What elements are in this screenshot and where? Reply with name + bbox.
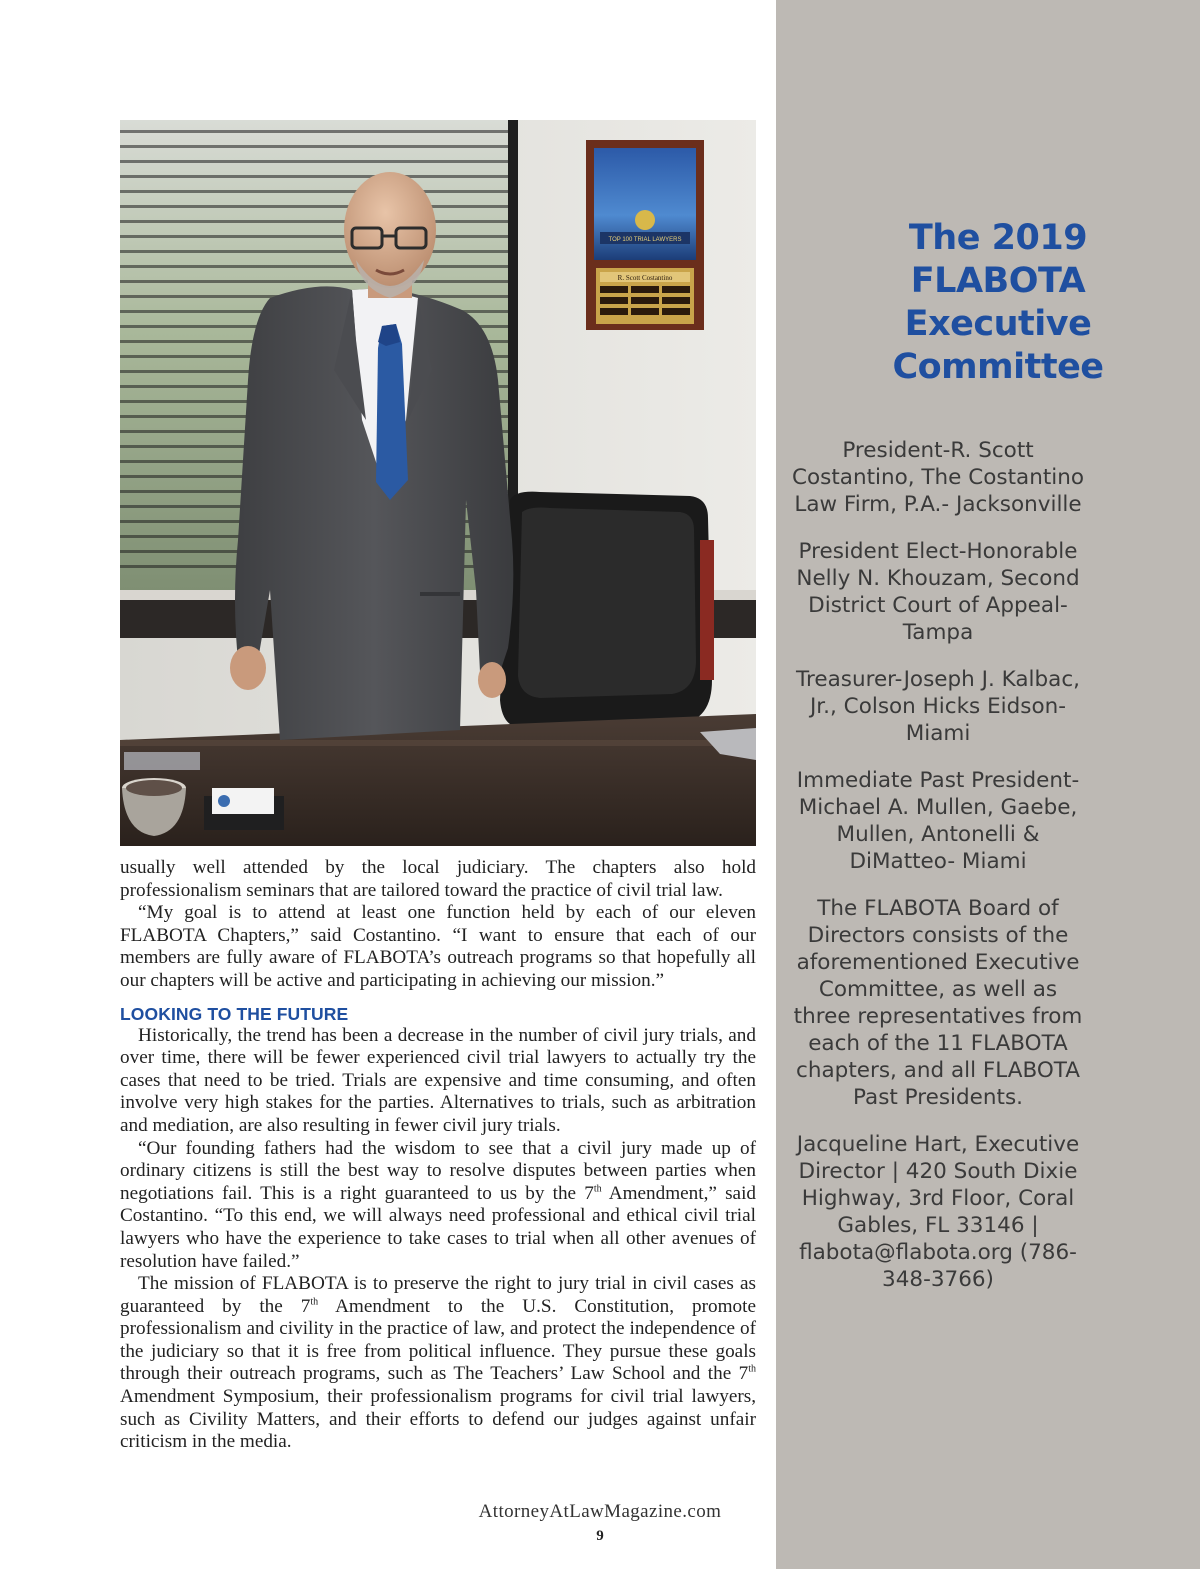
- sidebar-title: [778, 217, 1160, 389]
- section-heading: LOOKING TO THE FUTURE: [120, 1003, 349, 1024]
- roster-president-elect: President Elect-Honorable Nelly N. Khouzam, Second District Court of Appeal- Tampa: [796, 539, 1080, 645]
- superscript: th: [748, 1364, 756, 1376]
- superscript: th: [310, 1296, 319, 1308]
- portrait-photo: [120, 120, 756, 846]
- article-text: Amendment to the U.S. Constitution, promote professionalism and civility in the practice of law, and protect the independence of the judiciary so that it is free from political influence. They pursue these goals through their outreach programs, such as The Teachers’ Law School and the 7: [120, 1295, 756, 1385]
- article-paragraph: Historically, the trend has been a decrease in the number of civil jury trials, and over time, there will be fewer experienced civil trial lawyers to actually try the cases that need to be tried. Trials are expensive and time consuming, and often involve very high stakes for the parties. Alternatives to trials, such as arbitration and mediation, are also resulting in fewer civil jury trials.: [120, 1024, 756, 1136]
- article-body: [120, 857, 756, 1454]
- roster-past-president: Immediate Past President-Michael A. Mullen, Gaebe, Mullen, Antonelli & DiMatteo- Miami: [796, 768, 1080, 874]
- article-text: “Our founding fathers had the wisdom to see that a civil jury made up of ordinary citizens is still the best way to resolve disputes between parties when negotiations fail. This is a right guaranteed to us by the 7: [120, 1137, 756, 1204]
- plaque-name-text: R. Scott Costantino: [617, 274, 673, 282]
- roster-president: President-R. Scott Costantino, The Costantino Law Firm, P.A.- Jacksonville: [791, 438, 1085, 517]
- article-paragraph: [120, 1138, 756, 1274]
- sidebar-title-line: Committee: [892, 347, 1104, 387]
- article-text: Amendment Symposium, their professionalism programs for civil trial lawyers, such as Civility Matters, and their efforts to defend our judges against unfair criticism in the media.: [120, 1386, 756, 1453]
- article-text: Amendment,” said Costantino. “To this end, we will always need professional and ethical civil trial lawyers who have the experience to take cases to trial when all other avenues of resolution have failed.”: [120, 1182, 757, 1272]
- committee-roster: [788, 437, 1088, 1313]
- sidebar-panel: [776, 0, 1200, 1569]
- superscript: th: [593, 1183, 602, 1195]
- footer-website: AttorneyAtLawMagazine.com: [478, 1501, 722, 1522]
- article-paragraph: [120, 1273, 756, 1454]
- article-paragraph: “My goal is to attend at least one function held by each of our eleven FLABOTA Chapters,” said Costantino. “I want to ensure that each of our members are fully aware of FLABOTA’s outreach programs so that hopefully all our chapters will be active and participating in achieving our mission.”: [120, 902, 756, 991]
- sidebar-title-line: Executive: [904, 304, 1092, 344]
- page-number: 9: [596, 1528, 604, 1544]
- roster-treasurer: Treasurer-Joseph J. Kalbac, Jr., Colson Hicks Eidson- Miami: [796, 667, 1080, 746]
- plaque-banner-text: TOP 100 TRIAL LAWYERS: [608, 237, 682, 243]
- roster-executive-director: Jacqueline Hart, Executive Director | 420 South Dixie Highway, 3rd Floor, Coral Gables, FL 33146 | flabota@flabota.org (786-348-3766): [796, 1132, 1080, 1292]
- office-chair: [500, 492, 714, 728]
- roster-board-note: The FLABOTA Board of Directors consists of the aforementioned Executive Committee, as well as three representatives from each of the 11 FLABOTA chapters, and all FLABOTA Past Presidents.: [793, 896, 1083, 1110]
- article-paragraph: usually well attended by the local judiciary. The chapters also hold professionalism seminars that are tailored toward the practice of civil trial law.: [120, 857, 756, 901]
- sidebar-title-line: The 2019: [908, 218, 1088, 258]
- award-plaque: [586, 140, 704, 330]
- sidebar-title-line: FLABOTA: [910, 261, 1086, 301]
- article-text: The mission of FLABOTA is to preserve the right to jury trial in civil cases as guaranteed by the 7: [120, 1273, 756, 1317]
